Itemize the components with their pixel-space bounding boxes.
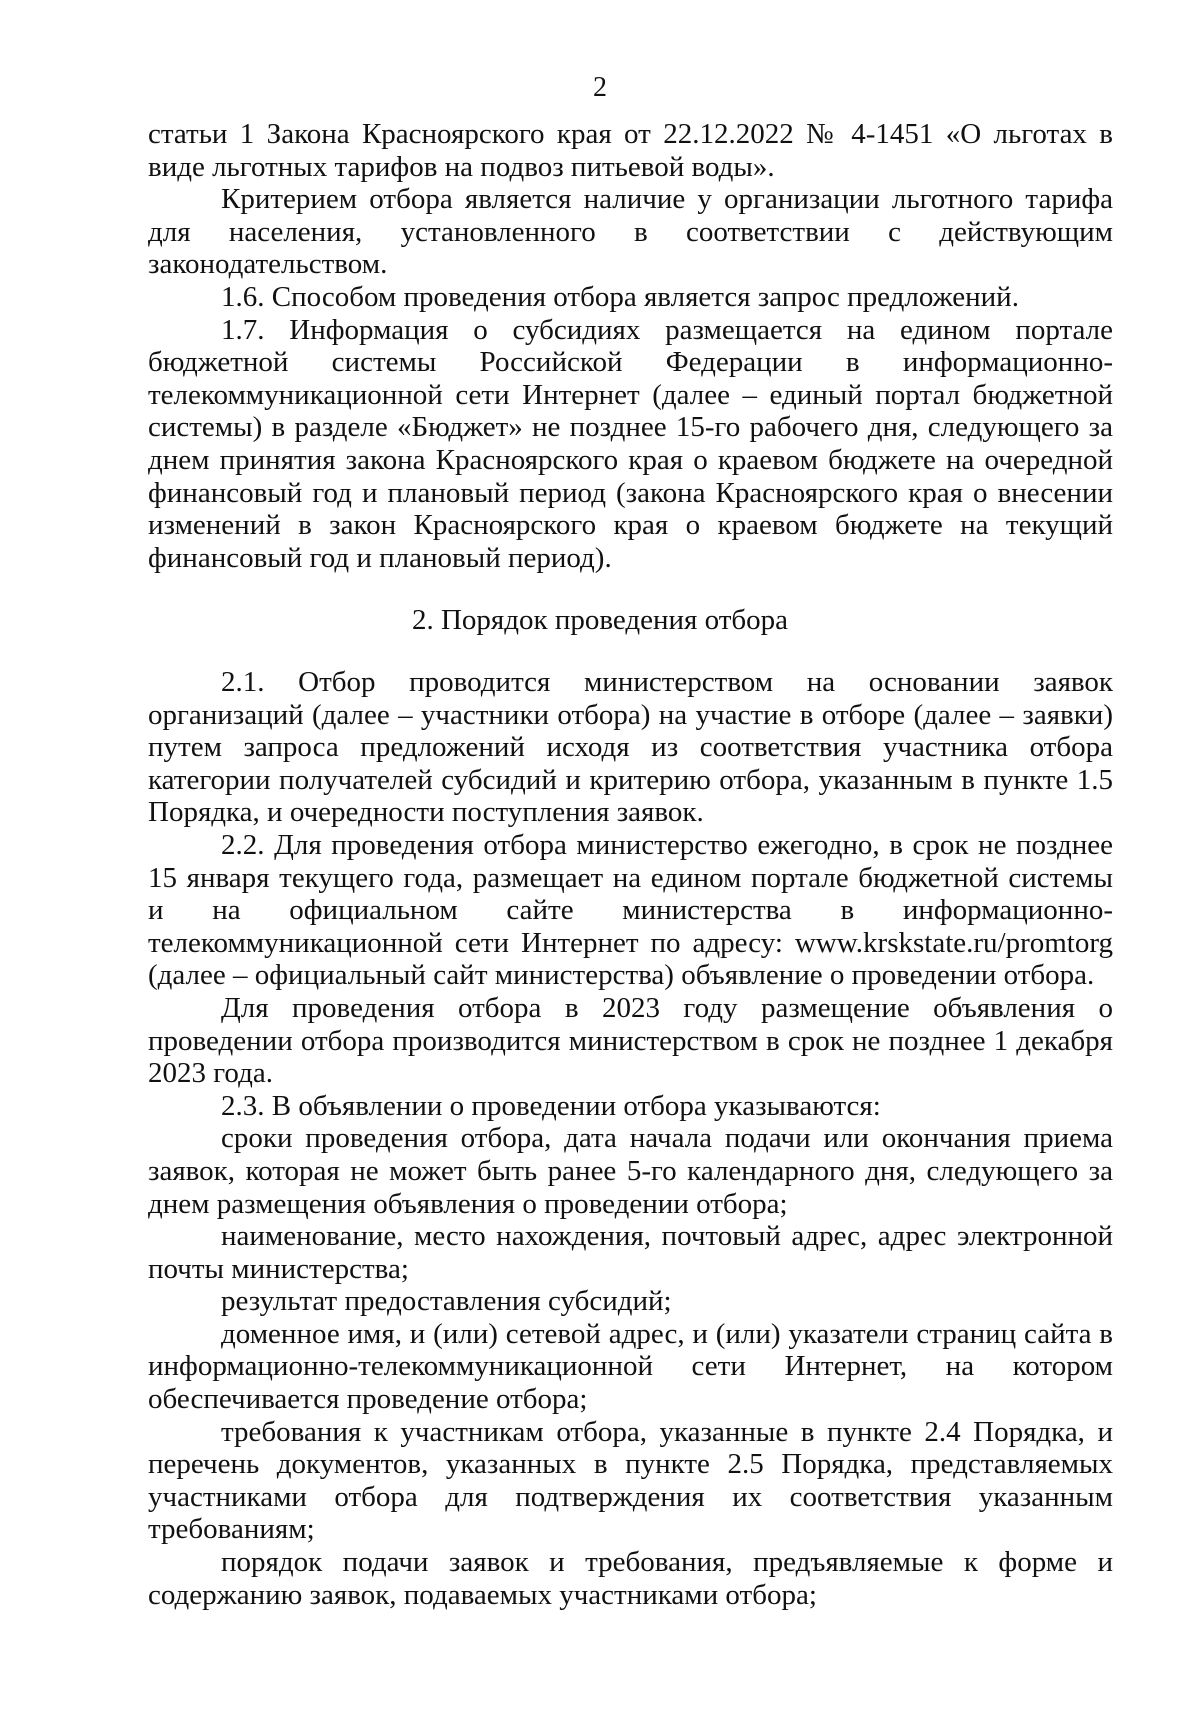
paragraph-2-1: 2.1. Отбор проводится министерством на основании заявок организаций (далее – участники отбора) на участие в отборе (далее – заявки) путем запроса предложений исходя из соответствия участника отбора категории получателей субсидий и критерию отбора, указанным в пункте 1.5 Порядка, и очередности поступления заявок. <box>148 666 1113 829</box>
paragraph-2-2: 2.2. Для проведения отбора министерство ежегодно, в срок не позднее 15 января текущего года, размещает на едином портале бюджетной системы и на официальном сайте министерства в информационно-телекоммуникационной сети Интернет по адресу: www.krskstate.ru/promtorg (далее – официальный сайт министерства) объявление о проведении отбора. <box>148 828 1113 992</box>
paragraph-1-6: 1.6. Способом проведения отбора является запрос предложений. <box>221 280 1019 313</box>
list-item-submission-order: порядок подачи заявок и требования, предъявляемые к форме и содержанию заявок, подаваемых участниками отбора; <box>148 1546 1113 1611</box>
list-item-terms: сроки проведения отбора, дата начала подачи или окончания приема заявок, которая не может быть ранее 5-го календарного дня, следующего за днем размещения объявления о проведении отбора; <box>148 1122 1113 1220</box>
list-item-result: результат предоставления субсидий; <box>221 1285 672 1318</box>
paragraph-law-reference: статьи 1 Закона Красноярского края от 22.12.2022 № 4-1451 «О льготах в виде льготных тарифов на подвоз питьевой воды». <box>148 118 1113 183</box>
paragraph-selection-criterion: Критерием отбора является наличие у организации льготного тарифа для населения, установленного в соответствии с действующим законодательством. <box>148 183 1113 281</box>
list-item-requirements: требования к участникам отбора, указанные в пункте 2.4 Порядка, и перечень документов, указанных в пункте 2.5 Порядка, представляемых участниками отбора для подтверждения их соответствия указанным требованиям; <box>148 1415 1113 1546</box>
section-text-block <box>148 666 1113 1611</box>
list-item-domain-name: доменное имя, и (или) сетевой адрес, и (или) указатели страниц сайта в информационно-телекоммуникационной сети Интернет, на котором обеспечивается проведение отбора; <box>148 1317 1113 1416</box>
paragraph-1-7: 1.7. Информация о субсидиях размещается на едином портале бюджетной системы Российской Федерации в информационно-телекоммуникационной сети Интернет (далее – единый портал бюджетной системы) в разделе «Бюджет» не позднее 15-го рабочего дня, следующего за днем принятия закона Красноярского края о краевом бюджете на очередной финансовый год и плановый период (закона Красноярского края о внесении изменений в закон Красноярского края о краевом бюджете на текущий финансовый год и плановый период). <box>148 313 1113 574</box>
paragraph-2-3: 2.3. В объявлении о проведении отбора указываются: <box>221 1089 881 1122</box>
paragraph-2023-deadline: Для проведения отбора в 2023 году размещение объявления о проведении отбора производится министерством в срок не позднее 1 декабря 2023 года. <box>148 991 1113 1090</box>
list-item-ministry-address: наименование, место нахождения, почтовый адрес, адрес электронной почты министерства; <box>148 1220 1113 1285</box>
page-number: 2 <box>593 72 607 103</box>
top-text-block <box>148 118 1113 574</box>
section-heading: 2. Порядок проведения отбора <box>411 604 789 636</box>
